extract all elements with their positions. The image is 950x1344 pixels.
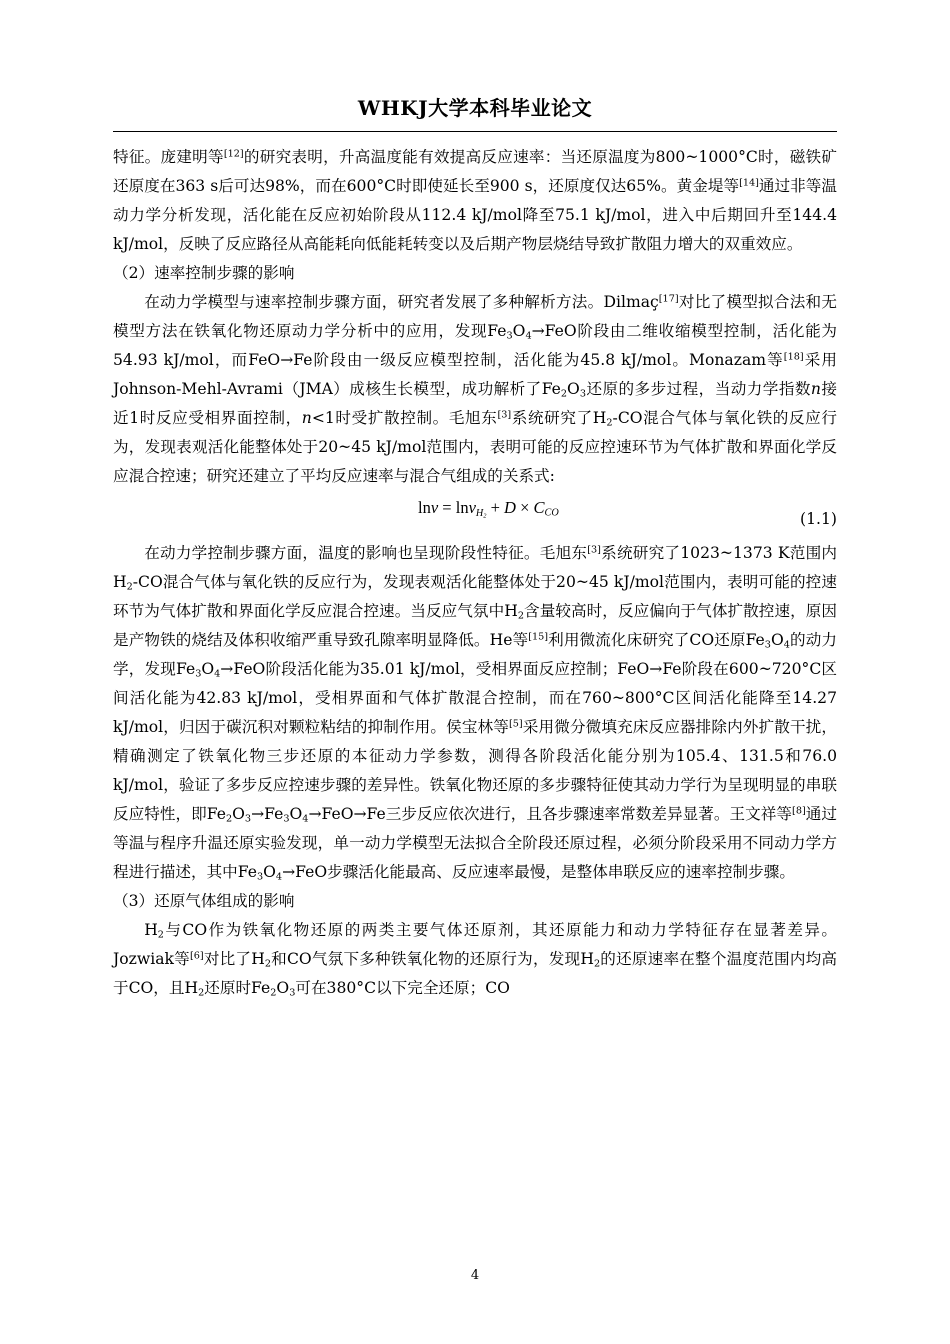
citation: [15] xyxy=(528,631,549,643)
citation: [3] xyxy=(497,409,512,421)
equation-formula: $\ln\nu = \ln\nu_{H_2} + D \times C_{CO}$ xyxy=(418,498,559,520)
citation: [8] xyxy=(792,805,806,817)
header-rule xyxy=(113,131,837,132)
citation: [18] xyxy=(783,351,804,363)
equation-number: (1.1) xyxy=(800,510,837,528)
paragraph-temperature-effect: 特征。庞建明等[12]的研究表明，升高温度能有效提高反应速率：当还原温度为800~1000°C时，磁铁矿还原度在363 s后可达98%，而在600°C时即使延长至900 s，还原度仅达65%。黄金堤等[14]通过非等温动力学分析发现，活化能在反应初始阶段从112.4 kJ/mol降至75.1 kJ/mol，进入中后期回升至144.4 kJ/mol，反映了反应路径从高能耗向低能耗转变以及后期产物层烧结导致扩散阻力增大的双重效应。 xyxy=(113,148,837,253)
paragraph-gas-composition: $H_2$与CO作为铁氧化物还原的两类主要气体还原剂，其还原能力和动力学特征存在显著差异。Jozwiak等[6]对比了$H_2$和CO气氛下多种铁氧化物的还原行为，发现$H_2$的还原速率在整个温度范围内均高于CO，且$H_2$还原时$Fe_2O_3$可在380°C以下完全还原；CO xyxy=(113,921,837,999)
running-header: WHKJ大学本科毕业论文 xyxy=(357,96,593,120)
citation: [3] xyxy=(587,544,601,556)
page-number: 4 xyxy=(470,1268,480,1283)
paragraph-control-steps: 在动力学控制步骤方面，温度的影响也呈现阶段性特征。毛旭东[3]系统研究了1023~1373 K范围内$H_2-CO$混合气体与氧化铁的反应行为，发现表观活化能整体处于20~45 kJ/mol范围内，表明可能的控速环节为气体扩散和界面化学反应混合控速。当反应气氛中$H_2$含量较高时，反应偏向于气体扩散控速，原因是产物铁的烧结及体积收缩严重导致孔隙率明显降低。He等[15]利用微流化床研究了CO还原$Fe_3O_4$的动力学，发现$Fe_3O_4\to FeO$阶段活化能为35.01 kJ/mol，受相界面反应控制；FeO→Fe阶段在600~720°C区间活化能为42.83 kJ/mol，受相界面和气体扩散混合控制，而在760~800°C区间活化能降至14.27 kJ/mol，归因于碳沉积对颗粒粘结的抑制作用。侯宝林等[5]采用微分微填充床反应器排除内外扩散干扰，精确测定了铁氧化物三步还原的本征动力学参数，测得各阶段活化能分别为105.4、131.5和76.0 kJ/mol，验证了多步反应控速步骤的差异性。铁氧化物还原的多步骤特征使其动力学行为呈现明显的串联反应特性，即$Fe_2O_3\to Fe_3O_4\to FeO\to Fe$三步反应依次进行，且各步骤速率常数差异显著。王文祥等[8]通过等温与程序升温还原实验发现，单一动力学模型无法拟合全阶段还原过程，必须分阶段采用不同动力学方程进行描述，其中$Fe_3O_4\to FeO$步骤活化能最高、反应速率最慢，是整体串联反应的速率控制步骤。 xyxy=(113,544,837,883)
citation: [5] xyxy=(508,718,523,730)
citation: [17] xyxy=(658,293,679,305)
paragraph-rate-control: 在动力学模型与速率控制步骤方面，研究者发展了多种解析方法。Dilmaç[17]对比了模型拟合法和无模型方法在铁氧化物还原动力学分析中的应用，发现$Fe_3O_4\to FeO$阶段由二维收缩模型控制，活化能为54.93 kJ/mol，而FeO→Fe阶段由一级反应模型控制，活化能为45.8 kJ/mol。Monazam等[18]采用Johnson-Mehl-Avrami（JMA）成核生长模型，成功解析了$Fe_2O_3$还原的多步过程，当动力学指数n接近1时反应受相界面控制，n<1时受扩散控制。毛旭东[3]系统研究了$H_2-CO$混合气体与氧化铁的反应行为，发现表观活化能整体处于20~45 kJ/mol范围内，表明可能的反应控速环节为气体扩散和界面化学反应混合控速；研究还建立了平均反应速率与混合气组成的关系式: xyxy=(113,293,838,485)
citation: [6] xyxy=(189,950,204,962)
equation-1-1 xyxy=(113,491,837,539)
citation: [14] xyxy=(739,177,759,189)
citation: [12] xyxy=(223,148,244,160)
section-heading-rate-control: （2）速率控制步骤的影响 xyxy=(113,264,295,282)
section-heading-gas-composition: （3）还原气体组成的影响 xyxy=(113,892,295,910)
body-text xyxy=(113,143,837,1003)
